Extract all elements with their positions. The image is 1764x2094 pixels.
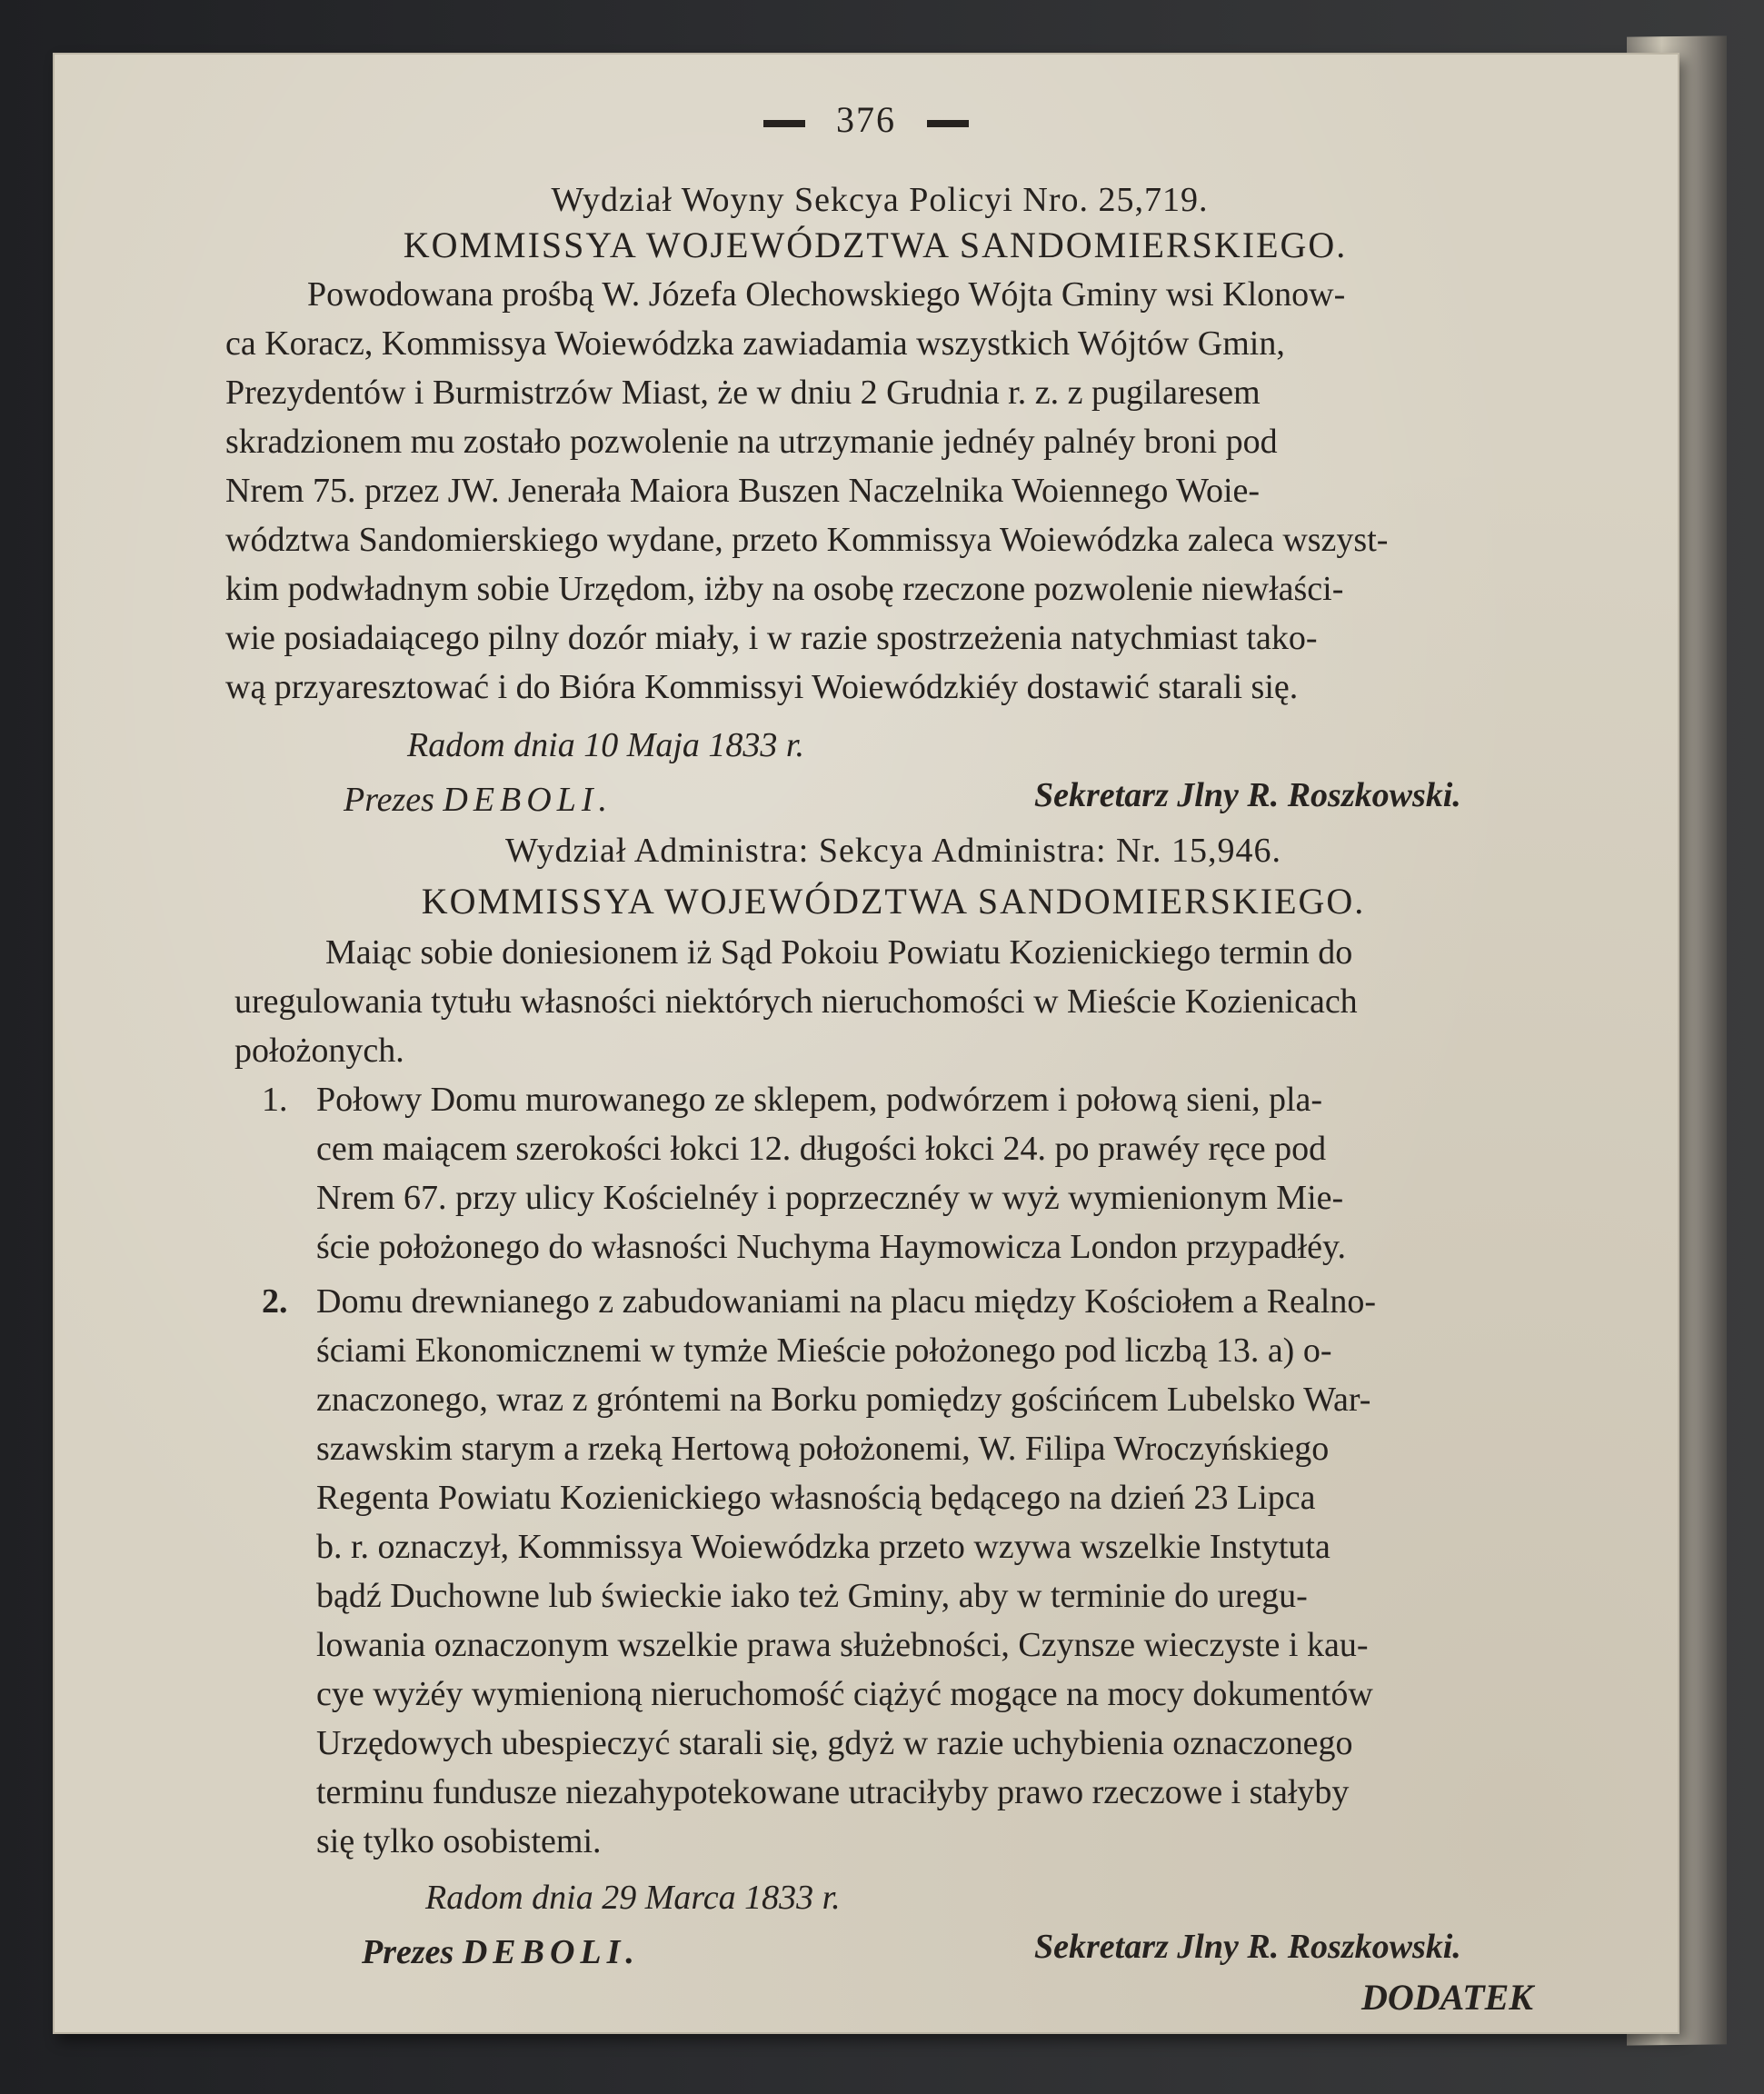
notice1-body-line: ca Koracz, Kommissya Woiewódzka zawiadamia wszystkich Wójtów Gmin,	[225, 324, 1285, 363]
notice1-body-line: wództwa Sandomierskiego wydane, przeto Kommissya Woiewódzka zaleca wszyst-	[225, 521, 1389, 559]
notice1-president	[344, 780, 613, 820]
president-label: Prezes	[362, 1933, 454, 1971]
notice1-header: Wydział Woyny Sekcya Policyi Nro. 25,719.	[551, 181, 1209, 219]
notice1-body-line: wie posiadaiącego pilny dozór miały, i w razie spostrzeżenia natychmiast tako-	[225, 619, 1318, 657]
notice1-date: Radom dnia 10 Maja 1833 r.	[407, 726, 804, 764]
page-number-line	[53, 100, 1679, 140]
item2-line: b. r. oznaczył, Kommissya Woiewódzka przeto wzywa wszelkie Instytuta	[316, 1528, 1330, 1566]
notice1-body-line: skradzionem mu zostało pozwolenie na utrzymanie jednéy palnéy broni pod	[225, 423, 1278, 461]
president-name: DEBOLI.	[462, 1933, 640, 1971]
notice2-intro-line: położonych.	[234, 1032, 404, 1070]
item1-number: 1.	[262, 1081, 288, 1119]
dash-left	[763, 120, 805, 127]
notice1-title: KOMMISSYA WOJEWÓDZTWA SANDOMIERSKIEGO.	[403, 224, 1348, 265]
notice2-date: Radom dnia 29 Marca 1833 r.	[425, 1879, 841, 1917]
item2-line: Regenta Powiatu Kozienickiego własnością będącego na dzień 23 Lipca	[316, 1479, 1316, 1517]
notice1-body-line: Powodowana prośbą W. Józefa Olechowskiego Wójta Gminy wsi Klonow-	[307, 275, 1346, 314]
notice1-body-line: Prezydentów i Burmistrzów Miast, że w dniu 2 Grudnia r. z. z pugilaresem	[225, 374, 1261, 412]
item2-line: ściami Ekonomicznemi w tymże Mieście położonego pod liczbą 13. a) o-	[316, 1331, 1332, 1370]
item2-line: bądź Duchowne lub świeckie iako też Gminy, aby w terminie do uregu-	[316, 1577, 1308, 1615]
item1-first-line	[262, 1080, 1322, 1120]
notice2-title: KOMMISSYA WOJEWÓDZTWA SANDOMIERSKIEGO.	[421, 881, 1366, 922]
document-page	[53, 53, 1679, 2034]
dash-right	[927, 120, 969, 127]
item2-number: 2.	[262, 1282, 288, 1321]
item2-first-line	[262, 1281, 1376, 1321]
page-number: 376	[836, 99, 896, 140]
notice2-secretary: Sekretarz Jlny R. Roszkowski.	[1034, 1928, 1461, 1966]
president-label: Prezes	[344, 781, 434, 819]
notice2-president	[362, 1932, 640, 1972]
notice1-body-line: wą przyaresztować i do Bióra Kommissyi Woiewódzkiéy dostawić starali się.	[225, 668, 1299, 706]
notice2-intro-line: Maiąc sobie doniesionem iż Sąd Pokoiu Powiatu Kozienickiego termin do	[325, 933, 1353, 972]
notice1-body-line: kim podwładnym sobie Urzędom, iżby na osobę rzeczone pozwolenie niewłaści-	[225, 570, 1344, 608]
item2-line: się tylko osobistemi.	[316, 1822, 602, 1860]
item1-line: ście położonego do własności Nuchyma Haymowicza London przypadłéy.	[316, 1228, 1346, 1266]
notice1-secretary: Sekretarz Jlny R. Roszkowski.	[1034, 776, 1461, 814]
item2-line: cye wyżéy wymienioną nieruchomość ciążyć mogące na mocy dokumentów	[316, 1675, 1373, 1713]
item2-line: lowania oznaczonym wszelkie prawa służebności, Czynsze wieczyste i kau-	[316, 1626, 1369, 1664]
president-name: DEBOLI.	[443, 781, 613, 819]
item2-text: Domu drewnianego z zabudowaniami na placu między Kościołem a Realno-	[316, 1282, 1376, 1321]
item1-line: cem maiącem szerokości łokci 12. długości łokci 24. po prawéy ręce pod	[316, 1130, 1327, 1168]
item2-line: szawskim starym a rzeką Hertową położonemi, W. Filipa Wroczyńskiego	[316, 1430, 1330, 1468]
notice2-header: Wydział Administra: Sekcya Administra: Nr. 15,946.	[504, 832, 1282, 870]
catchword: DODATEK	[1361, 1977, 1533, 2018]
notice2-intro-line: uregulowania tytułu własności niektórych nieruchomości w Mieście Kozienicach	[234, 982, 1358, 1021]
item2-line: znaczonego, wraz z gróntemi na Borku pomiędzy gościńcem Lubelsko War-	[316, 1381, 1371, 1419]
item2-line: terminu fundusze niezahypotekowane utraciłyby prawo rzeczowe i stałyby	[316, 1773, 1350, 1811]
item2-line: Urzędowych ubespieczyć starali się, gdyż w razie uchybienia oznaczonego	[316, 1724, 1353, 1762]
item1-text: Połowy Domu murowanego ze sklepem, podwórzem i połową sieni, pla-	[316, 1081, 1323, 1119]
notice1-body-line: Nrem 75. przez JW. Jenerała Maiora Buszen Naczelnika Woiennego Woie-	[225, 472, 1261, 510]
item1-line: Nrem 67. przy ulicy Kościelnéy i poprzecznéy w wyż wymienionym Mie-	[316, 1179, 1344, 1217]
